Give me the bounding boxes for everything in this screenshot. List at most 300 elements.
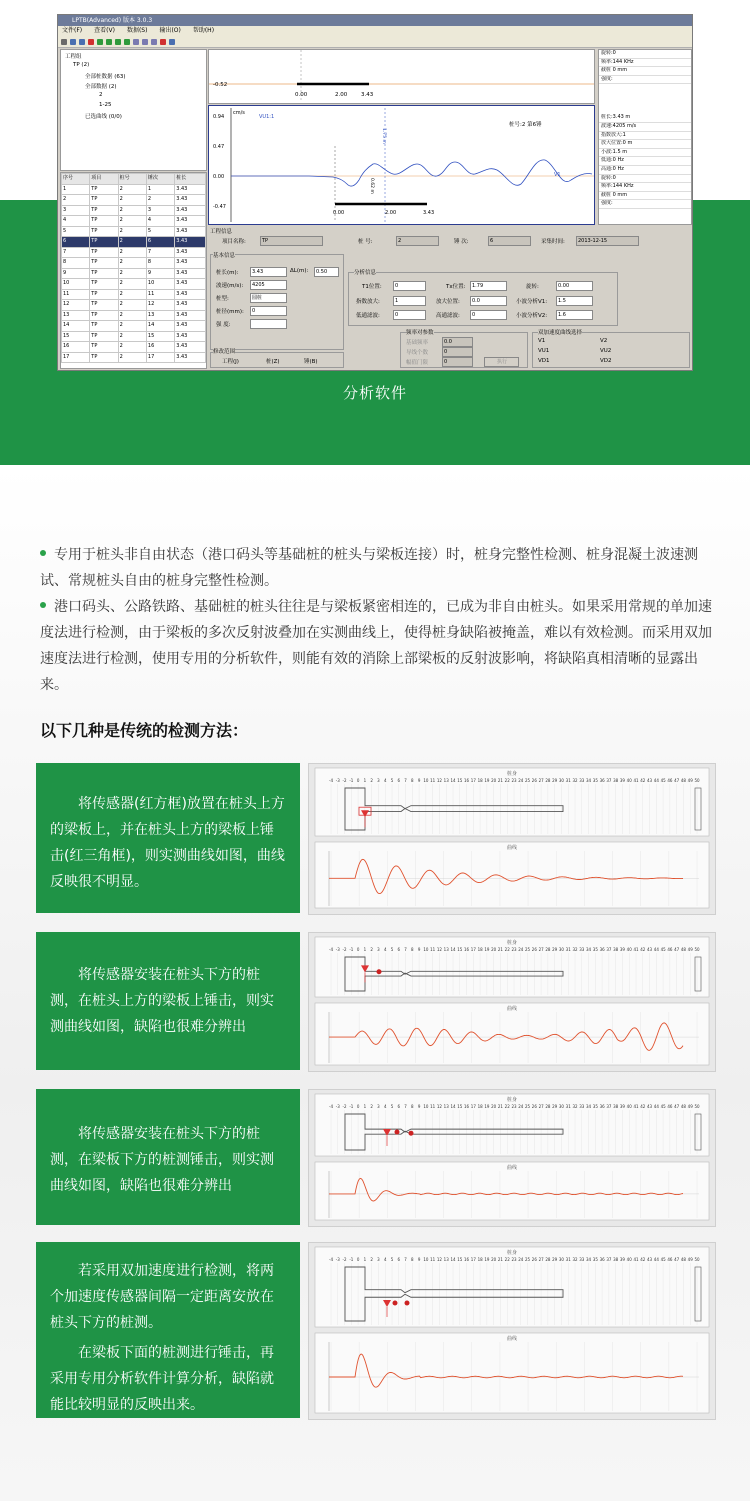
strength-select[interactable] <box>250 319 287 329</box>
check-vd2[interactable]: VD2 <box>600 358 612 364</box>
scale-tick: 26 <box>531 778 537 783</box>
table-cell: 3.43 <box>175 310 206 321</box>
scale-tick: 24 <box>518 1257 524 1262</box>
table-cell: 2 <box>118 310 146 321</box>
y-label: -0.52 <box>213 82 228 88</box>
scale-tick: 13 <box>443 1257 449 1262</box>
scale-tick: 7 <box>404 1257 407 1262</box>
table-cell: 17 <box>62 352 90 363</box>
table-row[interactable] <box>62 184 206 195</box>
scale-tick: 33 <box>579 1257 585 1262</box>
scale-tick: 4 <box>383 778 387 783</box>
scale-tick: 0 <box>356 947 360 952</box>
dl-field[interactable]: 0.50 <box>314 267 339 277</box>
scale-tick: -3 <box>335 947 340 952</box>
analysis-title: 分析信息 <box>354 270 377 276</box>
scale-tick: 27 <box>538 947 544 952</box>
scale-tick: -3 <box>335 1104 340 1109</box>
tick-2: 3.43 <box>361 92 374 98</box>
stop-icon[interactable] <box>88 39 94 45</box>
scale-tick: 48 <box>680 1104 686 1109</box>
scale-tick: 26 <box>531 947 537 952</box>
scale-tick: 31 <box>565 778 571 783</box>
table-cell: 13 <box>146 310 174 321</box>
table-row[interactable] <box>62 247 206 258</box>
execute-button[interactable]: 执行 <box>484 357 519 367</box>
scale-tick: 8 <box>411 778 414 783</box>
table-cell: 3.43 <box>175 331 206 342</box>
dl-label: ΔL(m): <box>290 268 309 274</box>
scale-tick: 49 <box>687 947 693 952</box>
scale-tick: 46 <box>667 1104 673 1109</box>
pile-no-label: 桩 号: <box>358 239 373 245</box>
next-icon[interactable] <box>106 39 112 45</box>
mode-field[interactable]: 0.0 <box>442 337 473 347</box>
new-icon[interactable] <box>61 39 67 45</box>
scale-tick: -1 <box>349 778 354 783</box>
col-pile[interactable]: 桩号 <box>118 174 146 185</box>
table-cell: 3.43 <box>175 184 206 195</box>
radio-hammer[interactable]: 锤(B) <box>304 359 318 365</box>
scale-tick: 3 <box>377 778 380 783</box>
legend-label: VU1:1 <box>259 114 275 120</box>
scale-tick: 20 <box>491 1104 497 1109</box>
scale-tick: -2 <box>342 1104 347 1109</box>
pile-type-label: 桩型: <box>216 296 229 302</box>
scale-tick: 2 <box>370 947 373 952</box>
hammer-field[interactable]: 6 <box>488 236 531 246</box>
table-cell: 5 <box>62 226 90 237</box>
scale-tick: 50 <box>694 947 700 952</box>
table-row[interactable] <box>62 331 206 342</box>
scale-tick: 12 <box>436 947 442 952</box>
grid-icon[interactable] <box>142 39 148 45</box>
scale-tick: 11 <box>430 1257 436 1262</box>
mode-title: 频率对参数 <box>406 330 434 336</box>
table-cell: 15 <box>62 331 90 342</box>
scale-tick: 42 <box>640 1257 646 1262</box>
scale-tick: 6 <box>397 947 401 952</box>
open-icon[interactable] <box>70 39 76 45</box>
tree-item-2[interactable]: 2 <box>99 92 103 98</box>
scale-tick: 10 <box>423 1257 429 1262</box>
table-row[interactable] <box>62 321 206 332</box>
method-2-panel <box>308 932 716 1072</box>
scale-tick: 28 <box>545 1104 551 1109</box>
scale-tick: 18 <box>477 1257 483 1262</box>
scale-tick: 39 <box>619 1257 625 1262</box>
scale-tick: 42 <box>640 947 646 952</box>
tree-all-piles[interactable]: 全部桩数据 (63) <box>85 74 126 80</box>
scale-tick: 7 <box>404 778 407 783</box>
scale-tick: 27 <box>538 778 544 783</box>
table-row[interactable] <box>62 205 206 216</box>
table-cell: 8 <box>146 258 174 269</box>
bullet-dot-icon <box>40 602 46 608</box>
scale-tick: 38 <box>613 1104 619 1109</box>
table-cell: TP <box>90 279 118 290</box>
table-cell: 3.43 <box>175 342 206 353</box>
table-cell: 3.43 <box>175 289 206 300</box>
scale-tick: 20 <box>491 1257 497 1262</box>
scale-tick: 37 <box>606 1257 612 1262</box>
tree-project[interactable]: TP (2) <box>73 62 90 68</box>
table-row[interactable] <box>62 237 206 248</box>
pile-no-field[interactable]: 2 <box>396 236 439 246</box>
amp-field[interactable]: 0.0 <box>470 296 507 306</box>
scale-tick: 38 <box>613 778 619 783</box>
menu-data[interactable]: 数据(S) <box>126 27 148 34</box>
curve-view-title: 曲线 <box>506 845 518 851</box>
scale-tick: 46 <box>667 947 673 952</box>
table-cell: 3.43 <box>175 268 206 279</box>
table-cell: 7 <box>62 247 90 258</box>
speed-label: 波速(m/s): <box>216 283 244 289</box>
length-field[interactable]: 3.43 <box>250 267 287 277</box>
date-label: 采集时间: <box>541 239 565 245</box>
print-icon[interactable] <box>151 39 157 45</box>
scale-tick: 22 <box>504 1104 510 1109</box>
scale-tick: 1 <box>363 947 367 952</box>
table-cell: 4 <box>146 216 174 227</box>
scale-tick: 18 <box>477 778 483 783</box>
col-index[interactable]: 序号 <box>62 174 90 185</box>
tree-root[interactable]: 工程组 <box>65 54 82 60</box>
low-field[interactable]: 0 <box>393 310 426 320</box>
table-cell: TP <box>90 300 118 311</box>
exp-field[interactable]: 1 <box>393 296 426 306</box>
scale-tick: 25 <box>525 778 531 783</box>
scale-tick: 14 <box>450 1257 456 1262</box>
table-cell: 3.43 <box>175 205 206 216</box>
check-vu1[interactable]: VU1 <box>538 348 550 354</box>
scale-tick: 36 <box>599 778 605 783</box>
table-row[interactable] <box>62 226 206 237</box>
scale-tick: 15 <box>457 947 463 952</box>
parameter-form <box>208 226 690 368</box>
software-window <box>57 14 693 371</box>
pile-type-select[interactable]: 圆桩 <box>250 293 287 303</box>
rotate-field[interactable]: 0.00 <box>556 281 593 291</box>
scale-tick: 32 <box>572 1104 578 1109</box>
method-3-figure <box>309 1090 715 1226</box>
scale-tick: 8 <box>411 1257 414 1262</box>
scale-tick: 34 <box>586 1257 592 1262</box>
menu-help[interactable]: 帮助(H) <box>192 27 215 34</box>
table-cell: 9 <box>146 268 174 279</box>
scale-tick: 25 <box>525 1104 531 1109</box>
high-field[interactable]: 0 <box>470 310 507 320</box>
table-cell: 2 <box>62 195 90 206</box>
menu-file[interactable]: 文件(F) <box>62 27 83 34</box>
table-cell: 2 <box>118 205 146 216</box>
side-item: 强度: <box>599 76 691 85</box>
scale-tick: 44 <box>653 778 659 783</box>
scale-tick: 13 <box>443 1104 449 1109</box>
v1-label: V1 <box>554 172 561 178</box>
col-hammer[interactable]: 锤次 <box>146 174 174 185</box>
table-cell: 2 <box>118 195 146 206</box>
scale-tick: 46 <box>667 1257 673 1262</box>
scale-tick: -3 <box>335 778 340 783</box>
scale-tick: 6 <box>397 1104 401 1109</box>
scale-tick: 22 <box>504 778 510 783</box>
table-row[interactable] <box>62 352 206 363</box>
high-label: 高通滤波: <box>436 313 460 319</box>
pile-view-frame <box>315 937 709 997</box>
table-cell: 2 <box>118 321 146 332</box>
scale-tick: 40 <box>626 1257 632 1262</box>
table-cell: 2 <box>118 184 146 195</box>
amp-label: 放大位置: <box>436 299 460 305</box>
scale-tick: 23 <box>511 778 517 783</box>
table-cell: 15 <box>146 331 174 342</box>
method-3-text: 将传感器安装在桩头下方的桩测，在梁板下方的桩测锤击，则实测曲线如图，缺陷也很难分辨出 <box>36 1089 300 1225</box>
tree-selected-curve[interactable]: 已选曲线 (0/0) <box>85 114 122 120</box>
pile-view-title: 桩身 <box>506 940 518 946</box>
scale-tick: 47 <box>674 778 680 783</box>
method-4-text-1: 若采用双加速度进行检测，将两个加速度传感器间隔一定距离安放在桩头下方的桩测。 <box>50 1263 274 1331</box>
table-cell: TP <box>90 216 118 227</box>
unit-label: cm/s <box>233 110 245 116</box>
table-cell: 13 <box>62 310 90 321</box>
scale-tick: 5 <box>390 1104 394 1109</box>
scale-tick: 41 <box>633 1257 639 1262</box>
scale-tick: 0 <box>356 778 360 783</box>
date-field[interactable]: 2013-12-15 <box>576 236 639 246</box>
scale-tick: 21 <box>497 947 503 952</box>
scale-tick: 47 <box>674 947 680 952</box>
scale-tick: 16 <box>464 1104 470 1109</box>
scale-tick: 23 <box>511 1104 517 1109</box>
plot-upper <box>208 49 595 104</box>
table-cell: TP <box>90 268 118 279</box>
table-cell: 10 <box>146 279 174 290</box>
diameter-field[interactable]: 0 <box>250 306 287 316</box>
table-cell: TP <box>90 310 118 321</box>
scale-tick: 7 <box>404 1104 407 1109</box>
scale-tick: 21 <box>497 1104 503 1109</box>
scale-tick: 28 <box>545 1257 551 1262</box>
scale-tick: 14 <box>450 778 456 783</box>
wave1-field[interactable]: 1.5 <box>556 296 593 306</box>
table-cell: 10 <box>62 279 90 290</box>
scale-tick: 10 <box>423 947 429 952</box>
help-icon[interactable] <box>160 39 166 45</box>
bullet-2-text: 港口码头、公路铁路、基础桩的桩头往往是与梁板紧密相连的，已成为非自由桩头。如果采用常规的单加速度法进行检测，由于梁板的多次反射波叠加在实测曲线上，使得桩身缺陷被掩盖，难以有效检测。而采用双加速度法进行检测，使用专用的分析软件，则能有效的消除上部梁板的反射波影响，将缺陷真相清晰的显露出来。 <box>40 599 712 693</box>
project-name-field[interactable]: TP <box>260 236 323 246</box>
plot-upper-svg <box>209 50 594 103</box>
table-cell: 2 <box>118 352 146 363</box>
check-vd1[interactable]: VD1 <box>538 358 550 364</box>
side-item: 旋转:0 <box>599 50 691 59</box>
table-cell: 2 <box>118 300 146 311</box>
scale-tick: 23 <box>511 947 517 952</box>
scale-tick: 17 <box>470 1257 476 1262</box>
table-cell: TP <box>90 321 118 332</box>
diameter-label: 桩径(mm): <box>216 309 244 315</box>
tx-label: Tx位置: <box>446 284 466 290</box>
wave2-label: 小波分析V2: <box>516 313 548 319</box>
scale-tick: 20 <box>491 947 497 952</box>
tx-field[interactable]: 1.79 <box>470 281 507 291</box>
scale-tick: 38 <box>613 1257 619 1262</box>
table-cell: 3.43 <box>175 237 206 248</box>
scale-tick: 7 <box>404 947 407 952</box>
speed-field[interactable]: 4205 <box>250 280 287 290</box>
scale-tick: 37 <box>606 1104 612 1109</box>
plot-title: 桩号:2 第6锤 <box>509 122 542 128</box>
radio-pile[interactable]: 桩(Z) <box>266 359 280 365</box>
table-cell: 7 <box>146 247 174 258</box>
scale-tick: 3 <box>377 1257 380 1262</box>
curve-view-frame <box>315 842 709 908</box>
tick-0: 0.00 <box>295 92 308 98</box>
scale-tick: 33 <box>579 947 585 952</box>
table-cell: 2 <box>146 195 174 206</box>
prev-icon[interactable] <box>97 39 103 45</box>
table-cell: TP <box>90 342 118 353</box>
scale-tick: 34 <box>586 778 592 783</box>
scale-tick: 46 <box>667 778 673 783</box>
check-v2[interactable]: V2 <box>600 338 608 344</box>
scale-tick: 0 <box>356 1104 360 1109</box>
scale-tick: -3 <box>335 1257 340 1262</box>
table-row[interactable] <box>62 216 206 227</box>
scale-tick: 13 <box>443 778 449 783</box>
side-item: 截桩 0 mm <box>599 192 691 201</box>
scale-tick: 34 <box>586 947 592 952</box>
method-1-figure <box>309 764 715 914</box>
mode-field[interactable]: 0 <box>442 347 473 357</box>
scale-tick: -1 <box>349 1104 354 1109</box>
mode-field-label: 幅值门限 <box>406 360 429 366</box>
scale-tick: 39 <box>619 947 625 952</box>
down-icon[interactable] <box>124 39 130 45</box>
scale-tick: 37 <box>606 778 612 783</box>
side-item: 高通:0 Hz <box>599 166 691 175</box>
sensor-icon <box>395 1130 400 1135</box>
scale-tick: 30 <box>558 778 564 783</box>
up-icon[interactable] <box>115 39 121 45</box>
scale-tick: 41 <box>633 947 639 952</box>
t1-label: T1位置: <box>362 284 382 290</box>
scale-tick: 42 <box>640 778 646 783</box>
side-spacer <box>599 84 691 114</box>
check-vu2[interactable]: VU2 <box>600 348 612 354</box>
scale-tick: 36 <box>599 947 605 952</box>
strength-label: 强 度: <box>216 322 231 328</box>
scale-tick: 35 <box>592 1104 598 1109</box>
table-row[interactable] <box>62 300 206 311</box>
chart-icon[interactable] <box>133 39 139 45</box>
scale-tick: 48 <box>680 778 686 783</box>
scale-tick: 48 <box>680 947 686 952</box>
col-length[interactable]: 桩长 <box>175 174 206 185</box>
table-cell: 16 <box>62 342 90 353</box>
side-item: 低通:0 Hz <box>599 157 691 166</box>
scale-tick: 18 <box>477 1104 483 1109</box>
dual-title: 双加速度曲线选择 <box>538 330 583 336</box>
menu-output[interactable]: 输出(O) <box>159 27 181 34</box>
scale-tick: -4 <box>329 947 333 952</box>
scale-tick: -1 <box>349 947 354 952</box>
scale-tick: 47 <box>674 1257 680 1262</box>
scale-tick: 31 <box>565 947 571 952</box>
scale-tick: 44 <box>653 1257 659 1262</box>
scale-tick: 4 <box>383 947 387 952</box>
scale-tick: 43 <box>647 1104 653 1109</box>
table-row[interactable] <box>62 258 206 269</box>
check-v1[interactable]: V1 <box>538 338 546 344</box>
scale-tick: 49 <box>687 1257 693 1262</box>
table-cell: 5 <box>146 226 174 237</box>
wave2-field[interactable]: 1.6 <box>556 310 593 320</box>
scale-tick: 19 <box>484 947 490 952</box>
table-cell: TP <box>90 247 118 258</box>
scale-tick: 3 <box>377 1104 380 1109</box>
table-cell: 14 <box>146 321 174 332</box>
table-row[interactable] <box>62 268 206 279</box>
pile-view-title: 桩身 <box>506 771 518 777</box>
scale-tick: 38 <box>613 947 619 952</box>
scale-tick: 32 <box>572 1257 578 1262</box>
sensor-icon <box>393 1301 398 1306</box>
marker-text-2: 0.62 m <box>369 178 374 194</box>
table-cell: TP <box>90 205 118 216</box>
side-item: 桩长:3.43 m <box>599 114 691 123</box>
project-info-title: 工程信息 <box>210 229 233 235</box>
tree-item-1-25[interactable]: 1-25 <box>99 102 112 108</box>
tree-all-data[interactable]: 全部数据 (2) <box>85 84 117 90</box>
table-row[interactable] <box>62 279 206 290</box>
table-cell: 2 <box>118 268 146 279</box>
scale-tick: 25 <box>525 1257 531 1262</box>
method-4-text-2: 在梁板下面的桩测进行锤击，再采用专用分析软件计算分析，缺陷就能比较明显的反映出来。 <box>50 1345 274 1413</box>
scale-tick: 19 <box>484 1104 490 1109</box>
scale-tick: 27 <box>538 1257 544 1262</box>
save-icon[interactable] <box>79 39 85 45</box>
scale-tick: 40 <box>626 778 632 783</box>
t1-field[interactable]: 0 <box>393 281 426 291</box>
scale-tick: 0 <box>356 1257 360 1262</box>
bullet-1-text: 专用于桩头非自由状态（港口码头等基础桩的桩头与梁板连接）时，桩身完整性检测、桩身混凝土波速测试、常规桩头自由的桩身完整性检测。 <box>40 547 698 589</box>
scale-tick: 40 <box>626 1104 632 1109</box>
radio-project[interactable]: 工程(J) <box>222 359 239 365</box>
table-row[interactable] <box>62 289 206 300</box>
side-item: 截桩 0 mm <box>599 67 691 76</box>
table-row[interactable] <box>62 195 206 206</box>
scale-tick: 41 <box>633 778 639 783</box>
scale-tick: 41 <box>633 1104 639 1109</box>
col-project[interactable]: 项目 <box>90 174 118 185</box>
scale-tick: 29 <box>552 778 558 783</box>
settings-icon[interactable] <box>169 39 175 45</box>
table-row[interactable] <box>62 342 206 353</box>
table-cell: 2 <box>118 216 146 227</box>
scale-tick: 39 <box>619 778 625 783</box>
scale-tick: 5 <box>390 947 394 952</box>
scale-tick: 6 <box>397 778 401 783</box>
scale-tick: 22 <box>504 947 510 952</box>
hammer-label: 锤 次: <box>454 239 469 245</box>
menu-view[interactable]: 查看(V) <box>94 27 115 34</box>
mode-field[interactable]: 0 <box>442 357 473 367</box>
scale-tick: 15 <box>457 1104 463 1109</box>
scale-tick: -2 <box>342 778 347 783</box>
table-row[interactable] <box>62 310 206 321</box>
scale-tick: 12 <box>436 1104 442 1109</box>
